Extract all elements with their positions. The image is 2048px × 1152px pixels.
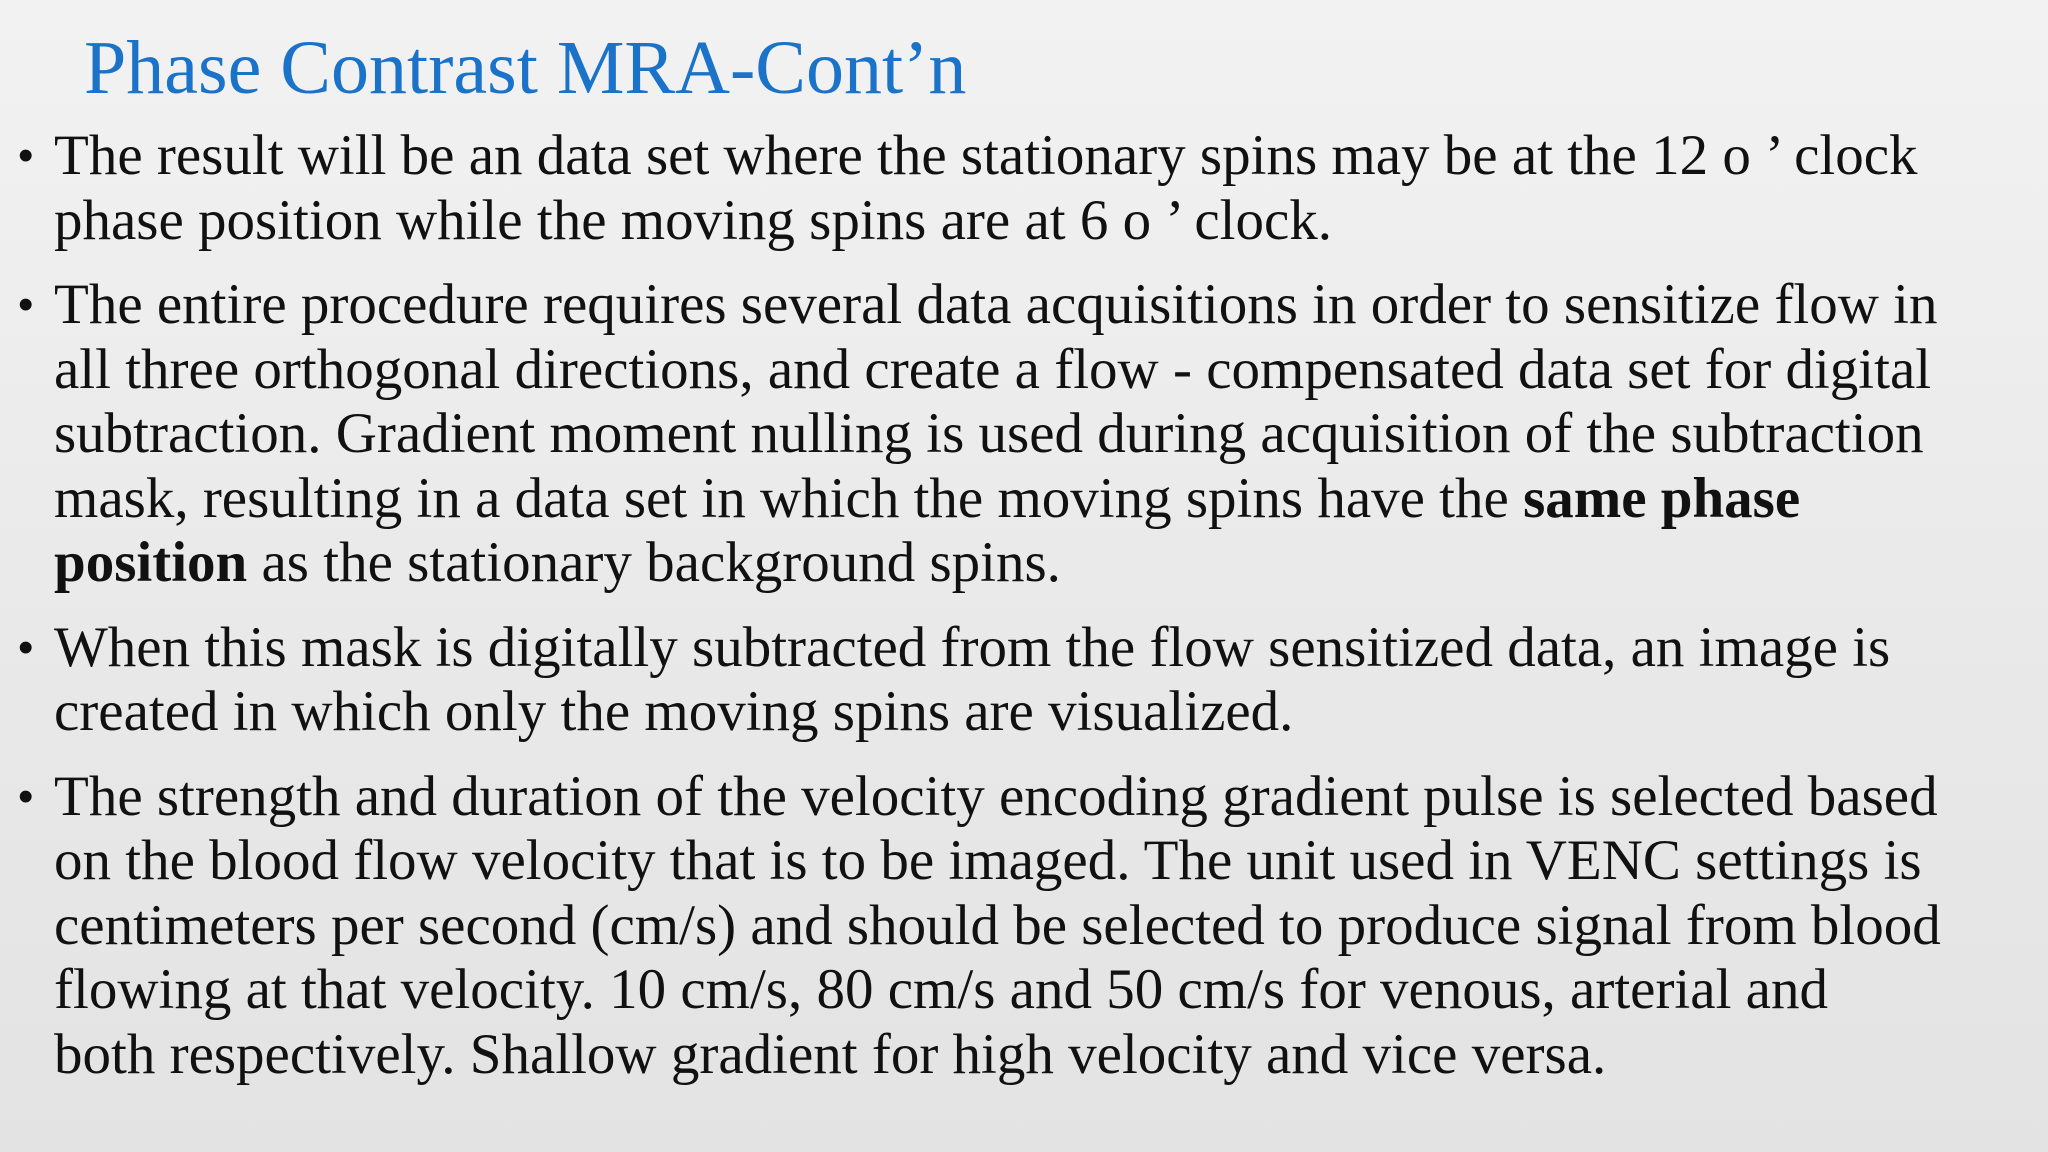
bullet-item-1 bbox=[0, 124, 2040, 253]
bullet-2-line-2: all three orthogonal directions, and create a flow - compensated data set for digital bbox=[54, 337, 1932, 401]
bullet-1-line-1: The result will be an data set where the stationary spins may be at the 12 o ’ clock bbox=[54, 124, 1918, 187]
bullet-2-line-3: subtraction. Gradient moment nulling is used during acquisition of the subtraction bbox=[54, 402, 1924, 465]
bullet-item-2 bbox=[0, 273, 2040, 596]
bullet-4-line-4: flowing at that velocity. 10 cm/s, 80 cm/s and 50 cm/s for venous, arterial and bbox=[54, 958, 1828, 1021]
bullet-1-line-2: phase position while the moving spins are at 6 o ’ clock. bbox=[54, 188, 1333, 252]
bullet-3-line-2: created in which only the moving spins are visualized. bbox=[54, 680, 1294, 743]
bullet-2-line-4-text: mask, resulting in a data set in which the moving spins have the bbox=[54, 466, 1524, 530]
bullet-dot-icon: • bbox=[18, 622, 34, 672]
bullet-dot-icon: • bbox=[18, 280, 34, 329]
bullet-4-line-2: on the blood flow velocity that is to be imaged. The unit used in VENC settings is bbox=[54, 829, 1922, 892]
bullet-item-4 bbox=[0, 765, 2040, 1088]
bullet-dot-icon: • bbox=[18, 771, 34, 821]
bullet-item-3 bbox=[0, 616, 2040, 745]
bullet-2-line-1: The entire procedure requires several data acquisitions in order to sensitize flow in bbox=[54, 273, 1938, 336]
bullet-4-line-3: centimeters per second (cm/s) and should be selected to produce signal from blood bbox=[54, 893, 1941, 957]
bullet-4-line-5: both respectively. Shallow gradient for high velocity and vice versa. bbox=[54, 1022, 1607, 1086]
bullet-2-emphasis-position: position bbox=[54, 531, 248, 594]
bullet-4-line-1: The strength and duration of the velocity encoding gradient pulse is selected based bbox=[54, 764, 1938, 828]
bullet-2-line-4 bbox=[54, 467, 2040, 532]
slide-title: Phase Contrast MRA-Cont’n bbox=[84, 26, 967, 110]
bullet-2-line-5 bbox=[54, 531, 2040, 596]
bullet-2-emphasis-same-phase: same phase bbox=[1523, 466, 1801, 530]
bullet-list bbox=[0, 124, 2040, 1107]
bullet-3-line-1: When this mask is digitally subtracted from the flow sensitized data, an image is bbox=[54, 615, 1891, 679]
bullet-dot-icon: • bbox=[18, 131, 34, 180]
bullet-2-line-5-text: as the stationary background spins. bbox=[247, 531, 1061, 594]
